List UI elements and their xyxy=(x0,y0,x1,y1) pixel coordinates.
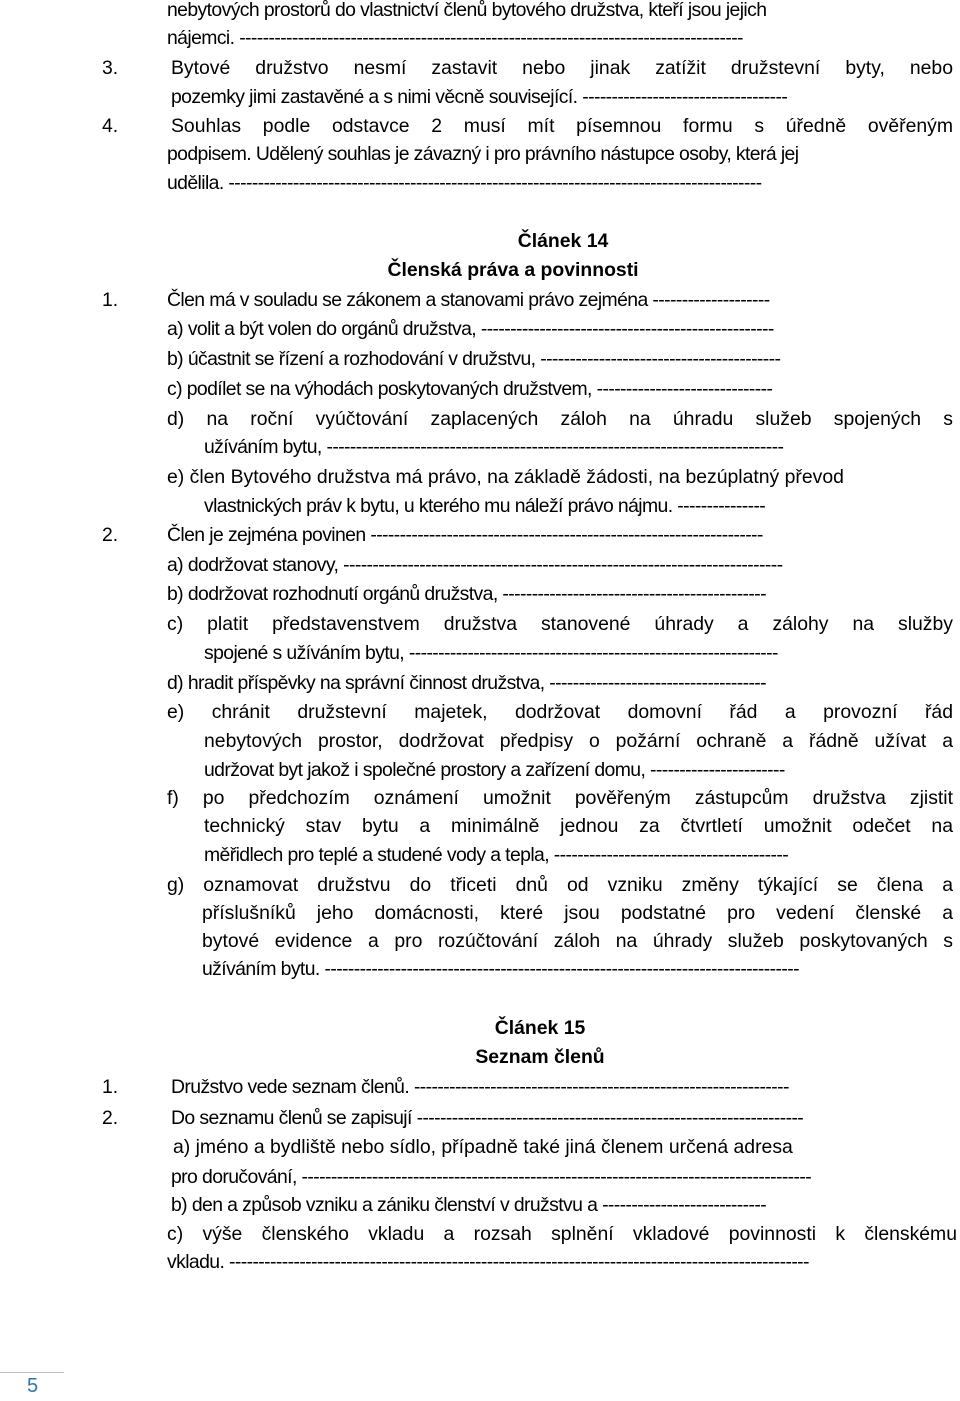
list-item: e) člen Bytového družstva má právo, na základě žádosti, na bezúplatný převod xyxy=(167,466,844,488)
paragraph-number: 1. xyxy=(102,289,119,311)
list-item: d) na roční vyúčtování zaplacených záloh na úhradu služeb spojených s xyxy=(167,408,953,430)
list-item: a) volit a být volen do orgánů družstva, -------------------------------------------------- xyxy=(167,318,774,340)
text-line: Družstvo vede seznam členů. ---------------------------------------------------------------- xyxy=(171,1076,789,1098)
text-line: nebytových prostorů do vlastnictví členů bytového družstva, kteří jsou jejich xyxy=(167,0,767,21)
list-item: b) účastnit se řízení a rozhodování v družstvu, ----------------------------------------- xyxy=(167,348,781,370)
list-item: e) chránit družstevní majetek, dodržovat domovní řád a provozní řád xyxy=(167,701,953,723)
list-item: b) den a způsob vzniku a zániku členství v družstvu a ---------------------------- xyxy=(171,1194,767,1216)
article-title: Členská práva a povinnosti xyxy=(387,259,639,281)
article-title: Seznam členů xyxy=(475,1046,605,1068)
text-line: příslušníků jeho domácnosti, které jsou podstatné pro vedení členské a xyxy=(202,902,953,924)
text-line: Do seznamu členů se zapisují ------------------------------------------------------------------ xyxy=(171,1107,804,1129)
list-item: c) výše členského vkladu a rozsah splnění vkladové povinnosti k členskému xyxy=(167,1223,957,1245)
text-line: nájemci. -------------------------------------------------------------------------------------- xyxy=(167,27,743,49)
text-line: technický stav bytu a minimálně jednou za čtvrtletí umožnit odečet na xyxy=(204,815,953,837)
list-item: f) po předchozím oznámení umožnit pověřeným zástupcům družstva zjistit xyxy=(167,787,953,809)
text-line: měřidlech pro teplé a studené vody a tepla, ---------------------------------------- xyxy=(204,844,789,866)
page-number: 5 xyxy=(27,1375,39,1397)
list-item: b) dodržovat rozhodnutí orgánů družstva, --------------------------------------------- xyxy=(167,583,766,605)
list-item: a) jméno a bydliště nebo sídlo, případně také jiná členem určená adresa xyxy=(173,1136,793,1158)
list-item: a) dodržovat stanovy, --------------------------------------------------------------------------- xyxy=(167,554,783,576)
text-line: Člen má v souladu se zákonem a stanovami právo zejména -------------------- xyxy=(167,289,770,311)
text-line: užíváním bytu. --------------------------------------------------------------------------------- xyxy=(202,958,799,980)
list-item: c) platit představenstvem družstva stanovené úhrady a zálohy na služby xyxy=(167,613,953,635)
text-line: vkladu. --------------------------------------------------------------------------------------------------- xyxy=(167,1251,809,1273)
text-line: vlastnických práv k bytu, u kterého mu náleží právo nájmu. --------------- xyxy=(204,495,766,517)
text-line: užíváním bytu, ------------------------------------------------------------------------------ xyxy=(204,436,784,458)
paragraph-number: 1. xyxy=(102,1076,119,1098)
text-line: Bytové družstvo nesmí zastavit nebo jinak zatížit družstevní byty, nebo xyxy=(171,57,953,79)
list-item: g) oznamovat družstvu do třiceti dnů od vzniku změny týkající se člena a xyxy=(167,874,953,896)
paragraph-number: 4. xyxy=(102,115,119,137)
text-line: bytové evidence a pro rozúčtování záloh na úhrady služeb poskytovaných s xyxy=(202,930,953,952)
list-item: d) hradit příspěvky na správní činnost družstva, ------------------------------------- xyxy=(167,672,767,694)
list-item: c) podílet se na výhodách poskytovaných družstvem, ------------------------------ xyxy=(167,378,773,400)
text-line: udělila. ------------------------------------------------------------------------------------------- xyxy=(167,172,762,194)
text-line: podpisem. Udělený souhlas je závazný i pro právního nástupce osoby, která jej xyxy=(167,143,799,165)
article-heading: Článek 15 xyxy=(494,1017,586,1039)
paragraph-number: 2. xyxy=(102,1107,119,1129)
text-line: pozemky jimi zastavěné a s nimi věcně související. ----------------------------------- xyxy=(171,86,788,108)
text-line: Člen je zejména povinen ------------------------------------------------------------------- xyxy=(167,524,763,546)
text-line: nebytových prostor, dodržovat předpisy o požární ochraně a řádně užívat a xyxy=(204,730,953,752)
text-line: udržovat byt jakož i společné prostory a zařízení domu, ----------------------- xyxy=(204,759,785,781)
paragraph-number: 3. xyxy=(102,57,119,79)
paragraph-number: 2. xyxy=(102,524,119,546)
text-line: pro doručování, --------------------------------------------------------------------------------------- xyxy=(171,1166,812,1188)
footer-rule xyxy=(0,1372,64,1373)
text-line: spojené s užíváním bytu, --------------------------------------------------------------- xyxy=(204,642,778,664)
text-line: Souhlas podle odstavce 2 musí mít písemnou formu s úředně ověřeným xyxy=(171,115,953,137)
article-heading: Článek 14 xyxy=(517,230,609,252)
